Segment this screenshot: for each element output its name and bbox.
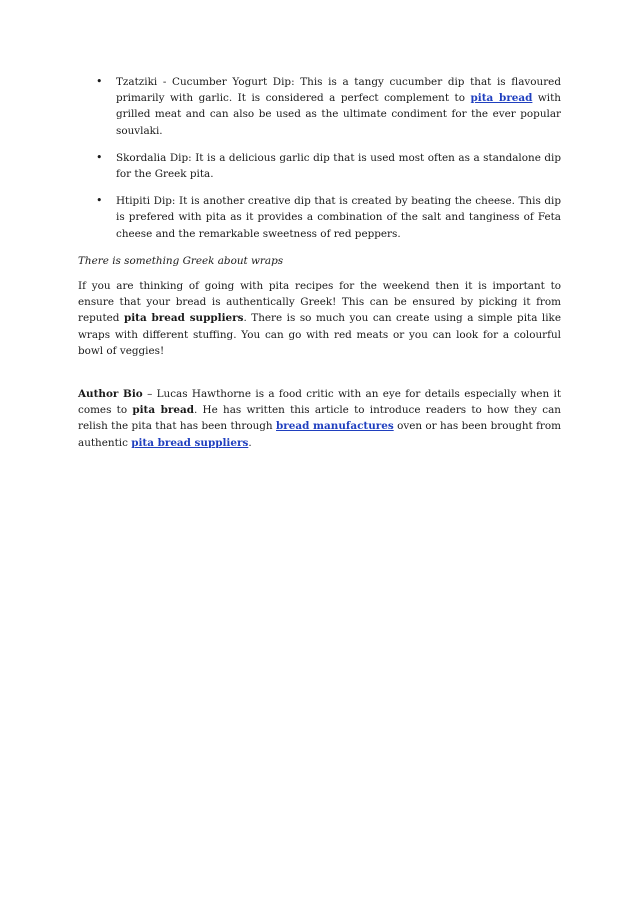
list-item-text: Skordalia Dip: It is a delicious garlic dip that is used most often as a standalone dip for the Greek pita. — [116, 151, 561, 181]
author-bio-text-4: . — [248, 436, 252, 449]
bread-manufactures-link[interactable]: bread manufactures — [276, 420, 394, 433]
pita-bread-suppliers-bold: pita bread suppliers — [123, 312, 244, 325]
list-item-htipiti — [78, 193, 561, 242]
list-item-tzatziki — [78, 74, 561, 139]
author-bio-text-3: oven or has been brought from authentic — [78, 420, 562, 449]
author-bio — [78, 386, 561, 451]
bullet-icon: • — [96, 75, 103, 88]
paragraph-text-cont: . There is so much you can create using a simple pita like wraps with different stuffing. You can go with red meats or you can look for a colourful bowl of veggies! — [78, 312, 562, 357]
bullet-icon: • — [96, 150, 103, 164]
author-bio-text: – Lucas Hawthorne is a food critic with an eye for details especially when it comes to — [78, 388, 562, 417]
bullet-icon: • — [96, 194, 103, 208]
dip-list — [78, 74, 561, 242]
pita-bread-bold: pita bread — [132, 404, 194, 417]
paragraph-text: If you are thinking of going with pita recipes for the weekend then it is important to ensure that your bread is authentically Greek! This can be ensured by picking it from reputed — [78, 280, 561, 325]
body-paragraph — [78, 278, 561, 359]
pita-bread-suppliers-link[interactable]: pita bread suppliers — [131, 436, 249, 449]
list-item-text: Htipiti Dip: It is another creative dip that is created by beating the cheese. This dip is prefered with pita as it provides a combination of the salt and tanginess of Feta cheese and the remarkable sweetness of red peppers. — [116, 195, 561, 240]
list-item-skordalia — [78, 150, 561, 182]
author-bio-label: Author Bio — [78, 388, 143, 401]
section-heading: There is something Greek about wraps — [78, 254, 284, 267]
list-item-text-cont: with grilled meat and can also be used as the ultimate condiment for the ever popular souvlaki. — [116, 92, 562, 137]
pita-bread-link[interactable]: pita bread — [470, 92, 533, 105]
document-page — [78, 74, 561, 451]
list-item-text: Tzatziki - Cucumber Yogurt Dip: This is a tangy cucumber dip that is flavoured primarily with garlic. It is considered a perfect complement to — [116, 76, 561, 105]
author-bio-text-2: . He has written this article to introduce readers to how they can relish the pita that has been through — [78, 404, 561, 433]
